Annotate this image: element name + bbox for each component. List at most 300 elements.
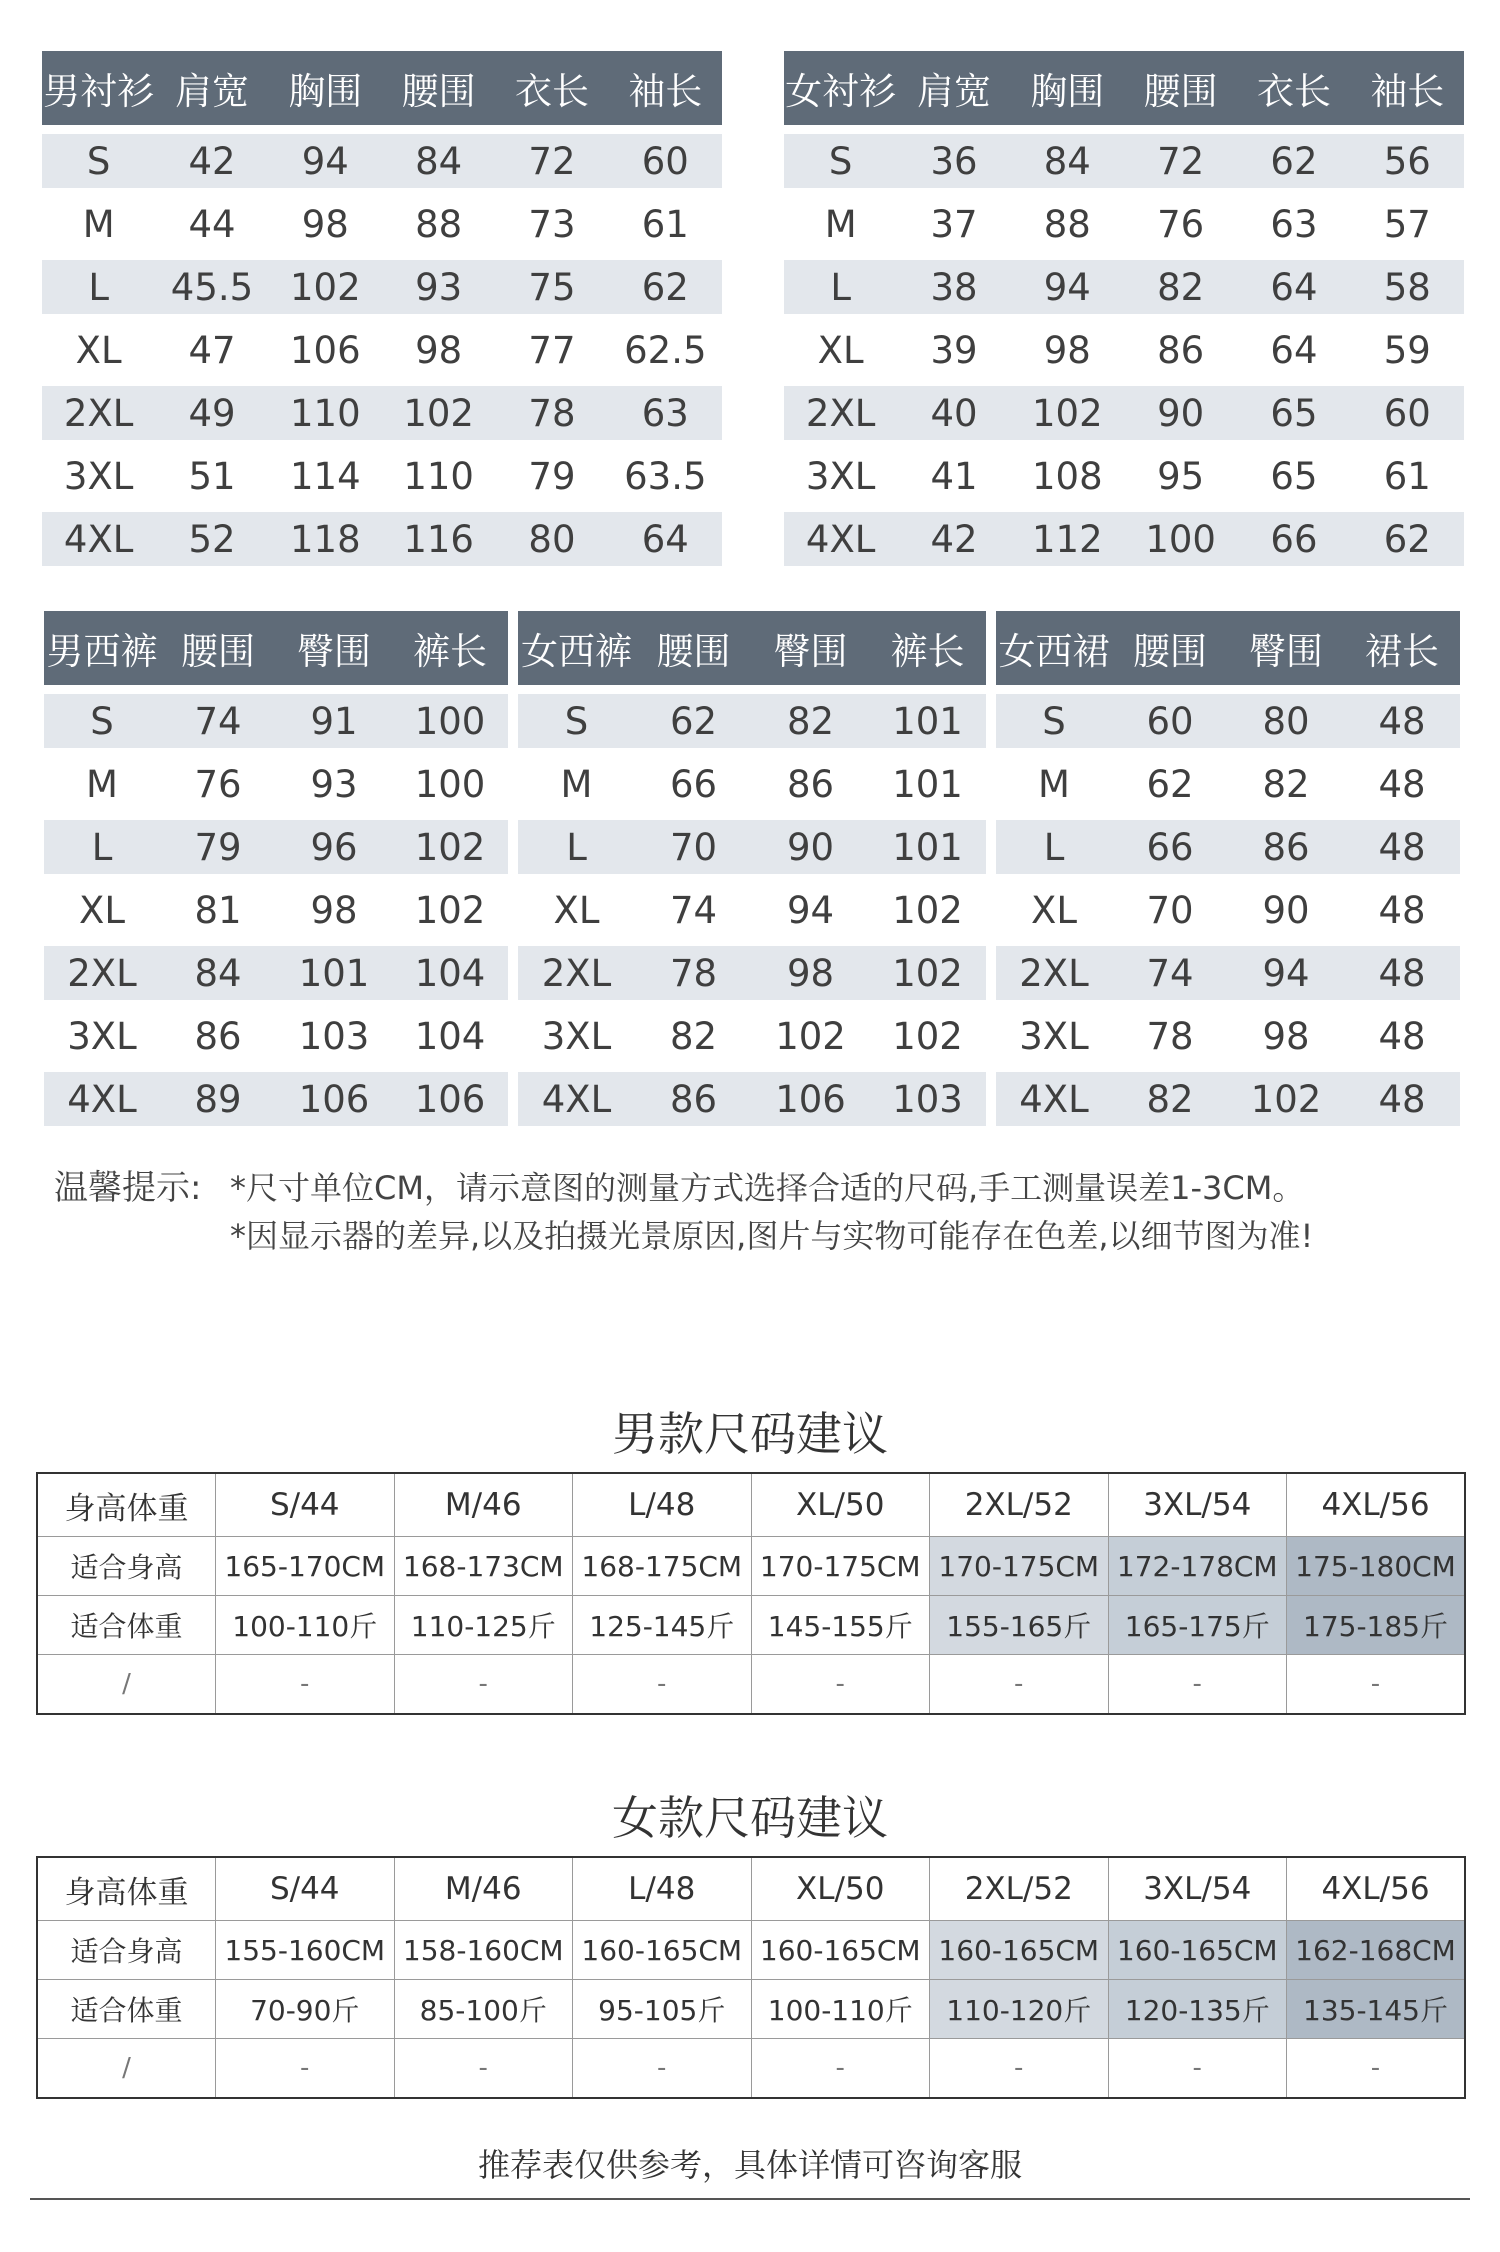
table-cell: 98: [382, 323, 495, 377]
table-cell: -: [1108, 2039, 1287, 2099]
table-cell: 64: [609, 512, 722, 566]
table-cell: 身高体重: [37, 1473, 216, 1537]
table-row: [996, 820, 1460, 874]
table-cell: 100-110斤: [216, 1596, 395, 1655]
table-cell: L/48: [573, 1473, 752, 1537]
table-cell: 110: [382, 449, 495, 503]
table-cell: 170-175CM: [930, 1537, 1109, 1596]
table-row: [44, 946, 508, 1000]
table-cell: -: [1108, 1655, 1287, 1715]
table-cell: 75: [495, 260, 608, 314]
table-cell: 80: [495, 512, 608, 566]
table-cell: 160-165CM: [573, 1921, 752, 1980]
table-cell: 77: [495, 323, 608, 377]
table-cell: 110-125斤: [394, 1596, 573, 1655]
table-cell: L/48: [573, 1857, 752, 1921]
table-cell: 48: [1344, 820, 1460, 874]
table-row: [44, 694, 508, 748]
table-cell: 40: [897, 386, 1010, 440]
table-cell: 74: [635, 883, 752, 937]
table-cell: M/46: [394, 1857, 573, 1921]
table-cell: 78: [495, 386, 608, 440]
table-cell: 175-180CM: [1287, 1537, 1466, 1596]
table-cell: S: [44, 694, 160, 748]
table-cell: 125-145斤: [573, 1596, 752, 1655]
table-row: [44, 883, 508, 937]
table-row: [784, 134, 1464, 188]
table-cell: 85-100斤: [394, 1980, 573, 2039]
table-cell: 2XL: [518, 946, 635, 1000]
table-cell: -: [216, 2039, 395, 2099]
table-row: [42, 197, 722, 251]
col-header: 袖长: [1351, 51, 1464, 125]
table-cell: 60: [1112, 694, 1228, 748]
table-cell: 106: [269, 323, 382, 377]
table-cell: 2XL: [784, 386, 897, 440]
table-cell: 48: [1344, 883, 1460, 937]
table-cell: XL: [518, 883, 635, 937]
table-cell: 3XL: [784, 449, 897, 503]
women-shirt-size-table: [784, 42, 1464, 575]
table-cell: 102: [269, 260, 382, 314]
table-cell: 62: [1351, 512, 1464, 566]
table-cell: 76: [160, 757, 276, 811]
men-recommendation-title: 男款尺码建议: [612, 1407, 888, 1461]
table-row: [996, 1072, 1460, 1126]
table-row: [42, 512, 722, 566]
tips-block: [54, 1164, 1313, 1260]
table-cell: 70: [635, 820, 752, 874]
table-cell: -: [751, 2039, 930, 2099]
table-row: [42, 134, 722, 188]
table-cell: 38: [897, 260, 1010, 314]
table-cell: -: [573, 2039, 752, 2099]
table-row: [42, 449, 722, 503]
table-cell: 160-165CM: [1108, 1921, 1287, 1980]
table-cell: 100: [1124, 512, 1237, 566]
table-cell: 95-105斤: [573, 1980, 752, 2039]
table-cell: 102: [392, 883, 508, 937]
table-cell: 168-173CM: [394, 1537, 573, 1596]
table-cell: 3XL/54: [1108, 1857, 1287, 1921]
table-row: [37, 1655, 1465, 1715]
table-cell: 41: [897, 449, 1010, 503]
table-cell: 88: [1011, 197, 1124, 251]
table-cell: 82: [1124, 260, 1237, 314]
table-cell: 72: [495, 134, 608, 188]
table-cell: 82: [635, 1009, 752, 1063]
table-cell: 104: [392, 1009, 508, 1063]
table-cell: /: [37, 1655, 216, 1715]
table-cell: 155-165斤: [930, 1596, 1109, 1655]
table-cell: /: [37, 2039, 216, 2099]
table-cell: 98: [276, 883, 392, 937]
table-cell: 48: [1344, 757, 1460, 811]
table-row: [37, 1596, 1465, 1655]
table-cell: -: [394, 1655, 573, 1715]
table-cell: 4XL: [42, 512, 155, 566]
table-cell: XL/50: [751, 1857, 930, 1921]
table-cell: 62: [609, 260, 722, 314]
table-cell: 47: [155, 323, 268, 377]
table-cell: 65: [1237, 449, 1350, 503]
table-row: [996, 946, 1460, 1000]
table-cell: 49: [155, 386, 268, 440]
table-cell: 3XL: [518, 1009, 635, 1063]
table-cell: 4XL: [518, 1072, 635, 1126]
table-cell: 86: [1228, 820, 1344, 874]
table-cell: -: [573, 1655, 752, 1715]
table-cell: 90: [1124, 386, 1237, 440]
table-cell: 101: [869, 694, 986, 748]
col-header: 衣长: [495, 51, 608, 125]
table-cell: 89: [160, 1072, 276, 1126]
table-cell: 162-168CM: [1287, 1921, 1466, 1980]
table-row: [44, 1072, 508, 1126]
table-cell: 94: [269, 134, 382, 188]
table-cell: 175-185斤: [1287, 1596, 1466, 1655]
table-cell: 86: [635, 1072, 752, 1126]
col-header: 腰围: [160, 611, 276, 685]
tips-label: 温馨提示:: [54, 1168, 202, 1208]
table-cell: XL: [44, 883, 160, 937]
col-header: 裤长: [392, 611, 508, 685]
table-row: [37, 1857, 1465, 1921]
table-cell: 66: [1237, 512, 1350, 566]
table-cell: 94: [1011, 260, 1124, 314]
footer-note: 推荐表仅供参考，具体详情可咨询客服: [477, 2146, 1022, 2184]
men-pants-size-table: [44, 602, 508, 1135]
col-header: 腰围: [635, 611, 752, 685]
table-cell: 63: [1237, 197, 1350, 251]
table-row: [518, 883, 986, 937]
table-cell: 94: [1228, 946, 1344, 1000]
table-cell: 48: [1344, 1009, 1460, 1063]
table-row: [996, 883, 1460, 937]
table-cell: -: [394, 2039, 573, 2099]
table-cell: M: [42, 197, 155, 251]
table-cell: 76: [1124, 197, 1237, 251]
table-cell: 适合身高: [37, 1537, 216, 1596]
table-cell: 98: [269, 197, 382, 251]
table-cell: 59: [1351, 323, 1464, 377]
table-cell: 102: [869, 883, 986, 937]
table-cell: 84: [382, 134, 495, 188]
men-shirt-size-table: [42, 42, 722, 575]
table-cell: 4XL: [784, 512, 897, 566]
table-cell: 79: [495, 449, 608, 503]
table-cell: S: [784, 134, 897, 188]
table-cell: XL: [996, 883, 1112, 937]
col-header: 腰围: [1112, 611, 1228, 685]
table-cell: 102: [1011, 386, 1124, 440]
table-cell: 65: [1237, 386, 1350, 440]
col-header: 裤长: [869, 611, 986, 685]
table-cell: 100: [392, 757, 508, 811]
col-header: 肩宽: [155, 51, 268, 125]
table-cell: 56: [1351, 134, 1464, 188]
table-cell: 3XL: [996, 1009, 1112, 1063]
table-cell: 82: [752, 694, 869, 748]
table-row: [996, 1009, 1460, 1063]
table-cell: M: [784, 197, 897, 251]
table-cell: -: [751, 1655, 930, 1715]
table-cell: 适合体重: [37, 1596, 216, 1655]
table-row: [784, 197, 1464, 251]
table-cell: 102: [869, 1009, 986, 1063]
table-cell: 44: [155, 197, 268, 251]
table-cell: 106: [392, 1072, 508, 1126]
table-cell: 172-178CM: [1108, 1537, 1287, 1596]
table-cell: 适合身高: [37, 1921, 216, 1980]
table-cell: L: [518, 820, 635, 874]
table-row: [44, 1009, 508, 1063]
table-cell: 66: [1112, 820, 1228, 874]
table-cell: 118: [269, 512, 382, 566]
table-cell: 37: [897, 197, 1010, 251]
table-cell: 116: [382, 512, 495, 566]
table-cell: 98: [1011, 323, 1124, 377]
table-cell: 102: [1228, 1072, 1344, 1126]
col-header: 男西裤: [44, 611, 160, 685]
table-cell: 101: [276, 946, 392, 1000]
table-cell: XL/50: [751, 1473, 930, 1537]
table-cell: 42: [897, 512, 1010, 566]
tips-line-1: *尺寸单位CM，请示意图的测量方式选择合适的尺码,手工测量误差1-3CM。: [230, 1169, 1305, 1207]
table-cell: 48: [1344, 694, 1460, 748]
col-header: 裙长: [1344, 611, 1460, 685]
table-cell: 2XL: [996, 946, 1112, 1000]
table-cell: 91: [276, 694, 392, 748]
table-cell: 61: [609, 197, 722, 251]
table-row: [37, 1537, 1465, 1596]
table-cell: 2XL: [42, 386, 155, 440]
table-cell: 98: [1228, 1009, 1344, 1063]
table-cell: 114: [269, 449, 382, 503]
table-cell: 170-175CM: [751, 1537, 930, 1596]
table-cell: 168-175CM: [573, 1537, 752, 1596]
table-cell: 120-135斤: [1108, 1980, 1287, 2039]
table-cell: 64: [1237, 260, 1350, 314]
table-cell: 74: [160, 694, 276, 748]
table-row: [518, 820, 986, 874]
col-header: 胸围: [269, 51, 382, 125]
table-row: [44, 757, 508, 811]
table-cell: 2XL: [44, 946, 160, 1000]
table-cell: 62.5: [609, 323, 722, 377]
table-cell: 3XL/54: [1108, 1473, 1287, 1537]
table-cell: 51: [155, 449, 268, 503]
table-cell: 96: [276, 820, 392, 874]
table-cell: M: [44, 757, 160, 811]
table-cell: 62: [635, 694, 752, 748]
footer-divider: [30, 2198, 1470, 2200]
table-cell: 4XL: [44, 1072, 160, 1126]
table-cell: 101: [869, 757, 986, 811]
col-header: 女西裤: [518, 611, 635, 685]
table-cell: 适合体重: [37, 1980, 216, 2039]
table-cell: 36: [897, 134, 1010, 188]
table-cell: 103: [276, 1009, 392, 1063]
table-cell: 93: [382, 260, 495, 314]
table-cell: 45.5: [155, 260, 268, 314]
table-cell: 102: [752, 1009, 869, 1063]
table-cell: 74: [1112, 946, 1228, 1000]
table-row: [784, 260, 1464, 314]
table-row: [37, 1921, 1465, 1980]
table-row: [37, 1473, 1465, 1537]
table-cell: 52: [155, 512, 268, 566]
table-cell: 135-145斤: [1287, 1980, 1466, 2039]
table-cell: 84: [160, 946, 276, 1000]
table-cell: 86: [160, 1009, 276, 1063]
table-cell: 61: [1351, 449, 1464, 503]
table-cell: 93: [276, 757, 392, 811]
table-cell: L: [996, 820, 1112, 874]
col-header: 腰围: [1124, 51, 1237, 125]
table-cell: 104: [392, 946, 508, 1000]
table-row: [37, 1980, 1465, 2039]
col-header: 胸围: [1011, 51, 1124, 125]
table-cell: 79: [160, 820, 276, 874]
table-cell: 70-90斤: [216, 1980, 395, 2039]
table-row: [44, 820, 508, 874]
col-header: 衣长: [1237, 51, 1350, 125]
table-row: [784, 449, 1464, 503]
col-header: 腰围: [382, 51, 495, 125]
col-header: 女衬衫: [784, 51, 897, 125]
table-cell: 112: [1011, 512, 1124, 566]
table-cell: 3XL: [44, 1009, 160, 1063]
women-recommendation-title: 女款尺码建议: [612, 1791, 888, 1845]
col-header: 肩宽: [897, 51, 1010, 125]
table-cell: 60: [609, 134, 722, 188]
table-cell: -: [1287, 1655, 1466, 1715]
table-cell: 3XL: [42, 449, 155, 503]
table-cell: 62: [1112, 757, 1228, 811]
table-cell: 165-170CM: [216, 1537, 395, 1596]
table-cell: L: [784, 260, 897, 314]
table-cell: 62: [1237, 134, 1350, 188]
table-row: [996, 694, 1460, 748]
table-cell: 63: [609, 386, 722, 440]
table-cell: 101: [869, 820, 986, 874]
table-cell: 106: [276, 1072, 392, 1126]
table-cell: 2XL/52: [930, 1473, 1109, 1537]
table-row: [42, 386, 722, 440]
table-cell: 58: [1351, 260, 1464, 314]
table-cell: 81: [160, 883, 276, 937]
table-cell: 84: [1011, 134, 1124, 188]
table-cell: 90: [1228, 883, 1344, 937]
table-cell: 73: [495, 197, 608, 251]
table-cell: 86: [1124, 323, 1237, 377]
table-row: [42, 323, 722, 377]
table-cell: 63.5: [609, 449, 722, 503]
table-cell: L: [42, 260, 155, 314]
table-cell: 82: [1112, 1072, 1228, 1126]
table-cell: 98: [752, 946, 869, 1000]
table-cell: 78: [1112, 1009, 1228, 1063]
table-cell: 102: [382, 386, 495, 440]
table-cell: 身高体重: [37, 1857, 216, 1921]
table-row: [784, 386, 1464, 440]
table-cell: 108: [1011, 449, 1124, 503]
table-cell: L: [44, 820, 160, 874]
table-cell: S/44: [216, 1857, 395, 1921]
table-row: [784, 512, 1464, 566]
table-cell: 80: [1228, 694, 1344, 748]
col-header: 臀围: [752, 611, 869, 685]
table-row: [37, 2039, 1465, 2099]
table-cell: M: [518, 757, 635, 811]
table-cell: 102: [392, 820, 508, 874]
table-cell: -: [930, 1655, 1109, 1715]
table-cell: S: [518, 694, 635, 748]
col-header: 臀围: [1228, 611, 1344, 685]
table-row: [518, 757, 986, 811]
table-row: [518, 694, 986, 748]
table-cell: 42: [155, 134, 268, 188]
table-row: [518, 1009, 986, 1063]
table-cell: 90: [752, 820, 869, 874]
table-cell: S: [996, 694, 1112, 748]
col-header: 男衬衫: [42, 51, 155, 125]
table-cell: 48: [1344, 1072, 1460, 1126]
table-row: [42, 260, 722, 314]
table-cell: 145-155斤: [751, 1596, 930, 1655]
table-cell: 64: [1237, 323, 1350, 377]
table-cell: S/44: [216, 1473, 395, 1537]
table-cell: -: [216, 1655, 395, 1715]
table-cell: 110: [269, 386, 382, 440]
table-cell: 100: [392, 694, 508, 748]
table-cell: 57: [1351, 197, 1464, 251]
col-header: 袖长: [609, 51, 722, 125]
women-recommendation-table: [36, 1856, 1466, 2099]
women-pants-size-table: [518, 602, 986, 1135]
table-cell: 102: [869, 946, 986, 1000]
table-cell: 160-165CM: [751, 1921, 930, 1980]
table-cell: XL: [42, 323, 155, 377]
women-skirt-size-table: [996, 602, 1460, 1135]
table-cell: 60: [1351, 386, 1464, 440]
table-cell: 155-160CM: [216, 1921, 395, 1980]
table-cell: -: [930, 2039, 1109, 2099]
table-cell: 66: [635, 757, 752, 811]
table-cell: 94: [752, 883, 869, 937]
table-cell: 72: [1124, 134, 1237, 188]
table-cell: 165-175斤: [1108, 1596, 1287, 1655]
table-row: [518, 1072, 986, 1126]
table-cell: 4XL/56: [1287, 1857, 1466, 1921]
table-cell: 78: [635, 946, 752, 1000]
table-cell: M/46: [394, 1473, 573, 1537]
table-cell: 4XL/56: [1287, 1473, 1466, 1537]
col-header: 女西裙: [996, 611, 1112, 685]
table-cell: 95: [1124, 449, 1237, 503]
col-header: 臀围: [276, 611, 392, 685]
table-cell: 100-110斤: [751, 1980, 930, 2039]
table-cell: -: [1287, 2039, 1466, 2099]
table-cell: 86: [752, 757, 869, 811]
table-cell: 160-165CM: [930, 1921, 1109, 1980]
table-cell: 106: [752, 1072, 869, 1126]
table-cell: 4XL: [996, 1072, 1112, 1126]
table-cell: 158-160CM: [394, 1921, 573, 1980]
table-cell: XL: [784, 323, 897, 377]
table-cell: 70: [1112, 883, 1228, 937]
